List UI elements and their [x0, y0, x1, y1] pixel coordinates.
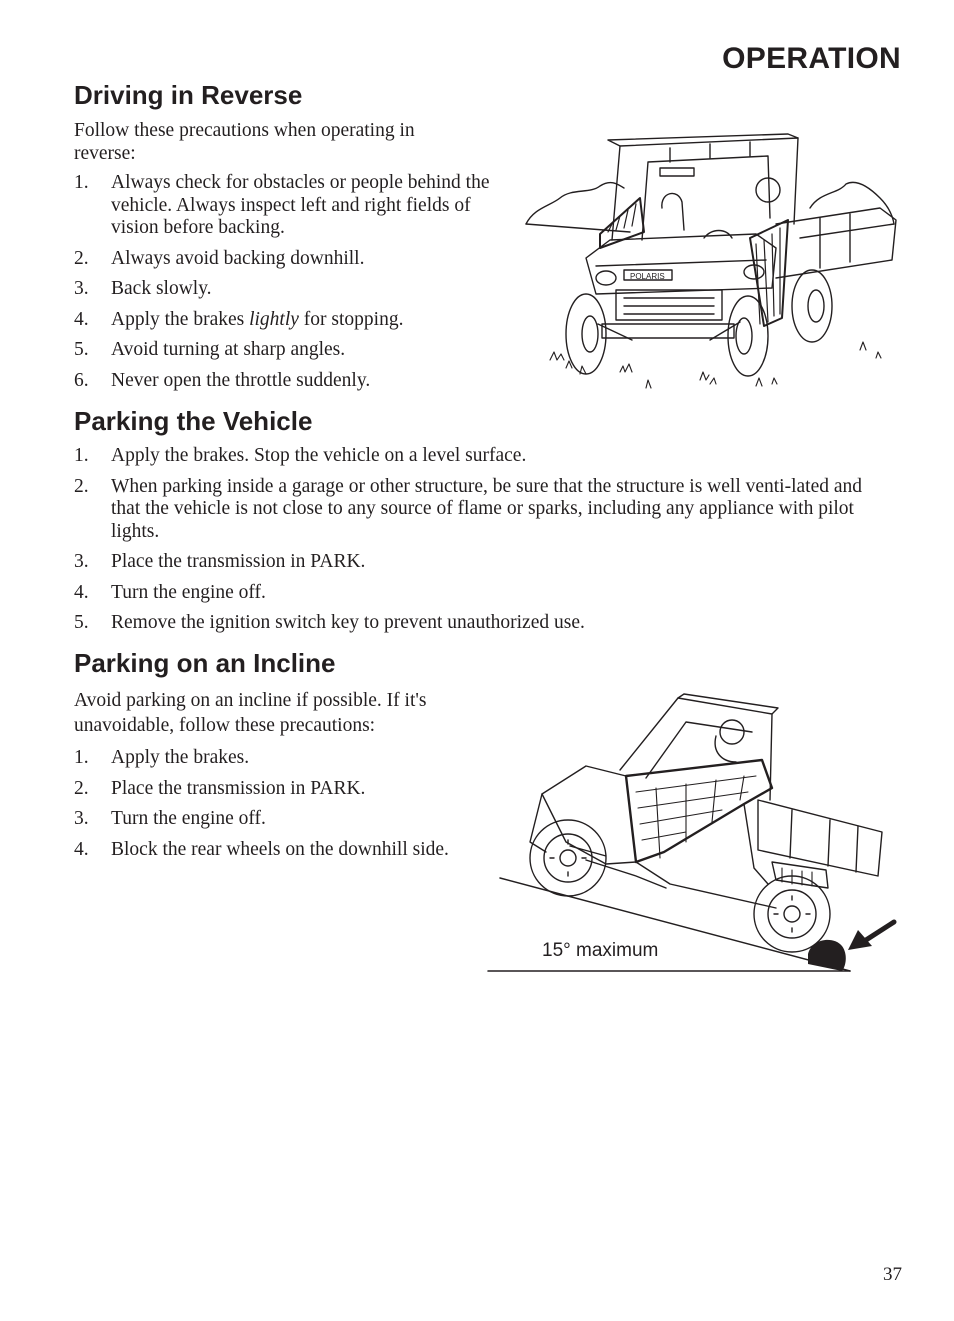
list-item: 1. Apply the brakes.	[74, 747, 250, 768]
heading-driving-in-reverse: Driving in Reverse	[74, 80, 303, 110]
heading-parking-on-an-incline: Parking on an Incline	[74, 648, 336, 678]
list-item: 2. Place the transmission in PARK.	[74, 777, 366, 799]
parking-list	[74, 445, 894, 643]
list-item: 1. Apply the brakes. Stop the vehicle on a level surface.	[74, 445, 527, 466]
figure-label-15-maximum: 15° maximum	[542, 940, 659, 961]
list-item: 5. Remove the ignition switch key to prevent unauthorized use.	[74, 612, 585, 633]
list-item: 4. Apply the brakes lightly for stopping.	[74, 308, 404, 330]
heading-parking-the-vehicle: Parking the Vehicle	[74, 406, 313, 436]
incline-list	[74, 747, 474, 869]
incline-intro: Avoid parking on an incline if possible. If it's unavoidable, follow these precautions:	[74, 690, 427, 736]
list-item: 3. Back slowly.	[74, 278, 212, 299]
list-item: 4. Block the rear wheels on the downhill side.	[74, 838, 449, 860]
list-item: 1. Always check for obstacles or people behind the vehicle. Always inspect left and right fields of vision before backing.	[74, 172, 490, 238]
page-number: 37	[883, 1264, 902, 1285]
list-item: 4. Turn the engine off.	[74, 581, 266, 603]
list-item: 3. Turn the engine off.	[74, 808, 266, 829]
list-item: 2. When parking inside a garage or other structure, be sure that the structure is well venti-lated and that the vehicle is not close to any source of flame or sparks, including any appliance with pilot lights.	[74, 475, 863, 542]
list-item: 6. Never open the throttle suddenly.	[74, 369, 371, 391]
list-item: 2. Always avoid backing downhill.	[74, 247, 365, 269]
reverse-list	[74, 172, 504, 400]
section-header: OPERATION	[722, 42, 901, 75]
utv-incline-illustration	[486, 692, 898, 976]
svg-text:POLARIS: POLARIS	[630, 272, 665, 281]
utv-reverse-illustration	[520, 128, 898, 403]
list-item: 3. Place the transmission in PARK.	[74, 551, 366, 572]
reverse-intro: Follow these precautions when operating in reverse:	[74, 120, 415, 164]
list-item: 5. Avoid turning at sharp angles.	[74, 339, 346, 360]
